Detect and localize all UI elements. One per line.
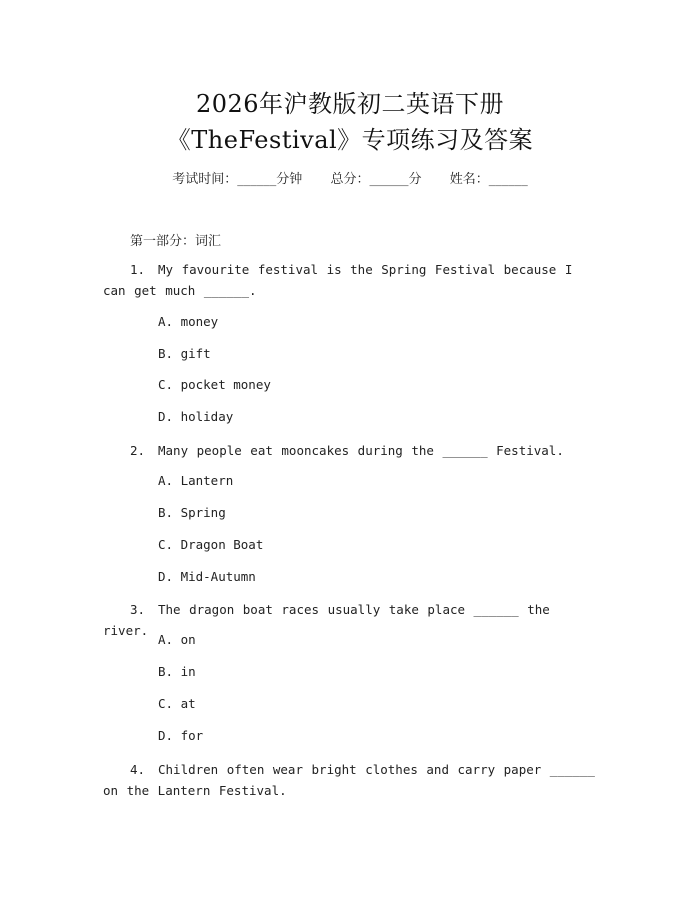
question-number: 3. <box>130 602 146 617</box>
question-2-option-a: A. Lantern <box>158 473 234 488</box>
exam-meta-row <box>0 168 700 187</box>
question-1-option-b: B. gift <box>158 346 211 361</box>
question-1-option-c: C. pocket money <box>158 377 271 392</box>
question-text: Many people eat mooncakes during the ______ Festival. <box>158 443 564 458</box>
section-heading: 第一部分：词汇 <box>130 234 222 249</box>
question-3-option-a: A. on <box>158 632 196 647</box>
question-number: 2. <box>130 443 146 458</box>
question-3-option-c: C. at <box>158 696 196 711</box>
question-1-option-d: D. holiday <box>158 409 234 424</box>
question-3-option-d: D. for <box>158 728 204 743</box>
question-text: My favourite festival is the Spring Festival because I can get much ______. <box>103 262 573 298</box>
question-number: 1. <box>130 262 146 277</box>
question-4 <box>103 759 603 801</box>
question-2-option-b: B. Spring <box>158 505 226 520</box>
exam-time-field: 考试时间：______分钟 <box>172 172 303 187</box>
question-text: Children often wear bright clothes and carry paper ______ on the Lantern Festival. <box>103 762 595 798</box>
document-title-line-1: 2026年沪教版初二英语下册 <box>195 90 505 118</box>
question-2 <box>103 440 603 461</box>
question-2-option-c: C. Dragon Boat <box>158 537 264 552</box>
question-text: The dragon boat races usually take place ______ the river. <box>103 602 550 638</box>
student-name-field: 姓名：______ <box>449 172 528 187</box>
question-1 <box>103 259 603 301</box>
document-title-line-2: 《TheFestival》专项练习及答案 <box>166 126 534 154</box>
total-score-field: 总分：______分 <box>330 172 422 187</box>
question-3-option-b: B. in <box>158 664 196 679</box>
question-1-option-a: A. money <box>158 314 219 329</box>
question-number: 4. <box>130 762 146 777</box>
question-2-option-d: D. Mid-Autumn <box>158 569 256 584</box>
